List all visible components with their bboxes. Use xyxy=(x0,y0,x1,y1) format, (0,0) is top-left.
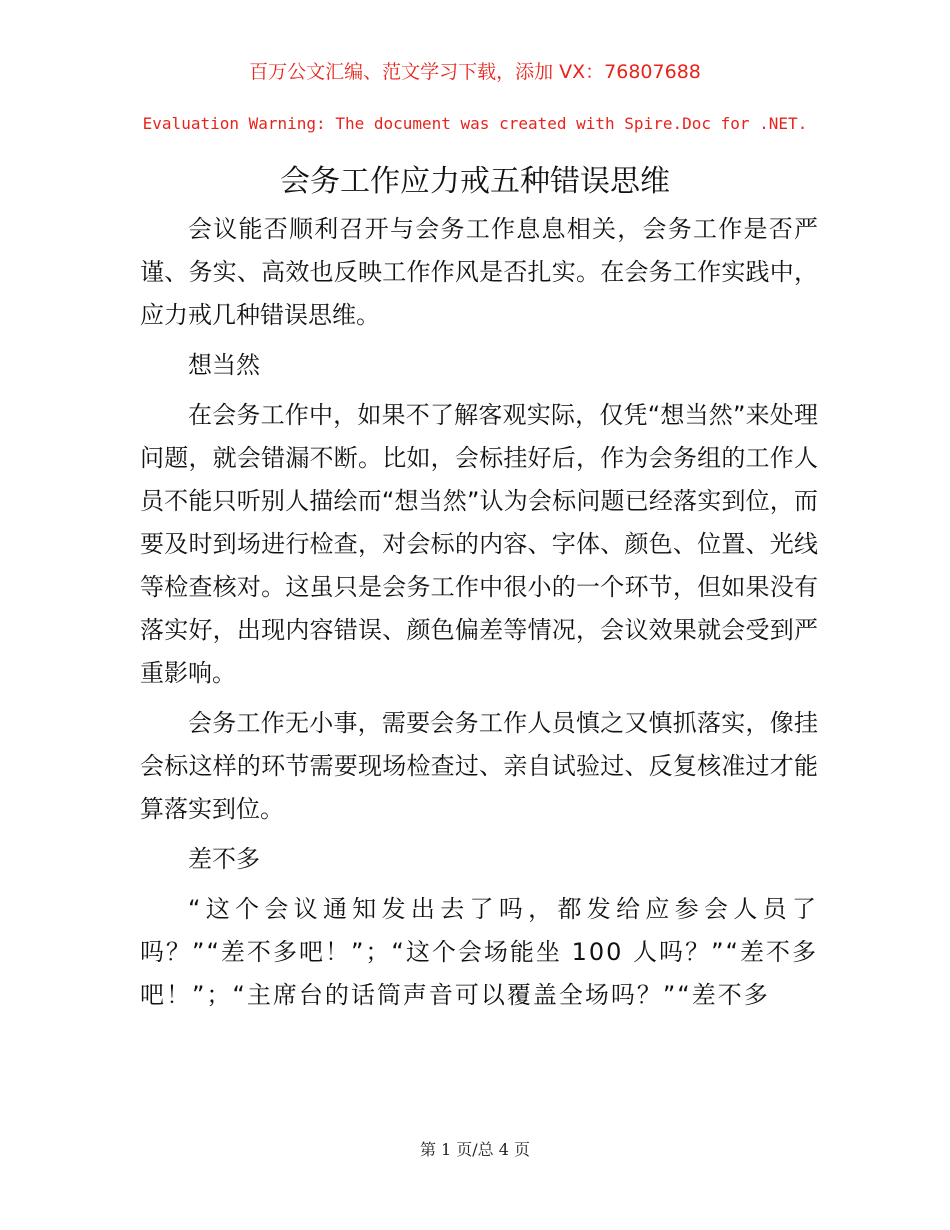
paragraph-intro: 会议能否顺利召开与会务工作息息相关，会务工作是否严谨、务实、高效也反映工作作风是否扎实。在会务工作实践中，应力戒几种错误思维。 xyxy=(140,215,818,329)
paragraph: “这个会议通知发出去了吗，都发给应参会人员了吗？”“差不多吧！”；“这个会场能坐 100 人吗？”“差不多吧！”；“主席台的话筒声音可以覆盖全场吗？”“差不多 xyxy=(140,895,818,1009)
section-heading: 想当然 xyxy=(188,351,260,379)
paragraph: 在会务工作中，如果不了解客观实际，仅凭“想当然”来处理问题，就会错漏不断。比如，会标挂好后，作为会务组的工作人员不能只听别人描绘而“想当然”认为会标问题已经落实到位，而要及时到场进行检查，对会标的内容、字体、颜色、位置、光线等检查核对。这虽只是会务工作中很小的一个环节，但如果没有落实好，出现内容错误、颜色偏差等情况，会议效果就会受到严重影响。 xyxy=(140,401,818,687)
page-footer: 第 1 页/总 4 页 xyxy=(419,1140,531,1159)
paragraph: 会务工作无小事，需要会务工作人员慎之又慎抓落实，像挂会标这样的环节需要现场检查过、亲自试验过、反复核准过才能算落实到位。 xyxy=(140,709,818,823)
promo-header: 百万公文汇编、范文学习下载，添加 VX：76807688 xyxy=(249,61,701,83)
document-title: 会务工作应力戒五种错误思维 xyxy=(280,164,670,199)
evaluation-warning: Evaluation Warning: The document was created with Spire.Doc for .NET. xyxy=(142,114,808,133)
document-body xyxy=(140,208,818,1024)
section-heading: 差不多 xyxy=(188,845,260,873)
